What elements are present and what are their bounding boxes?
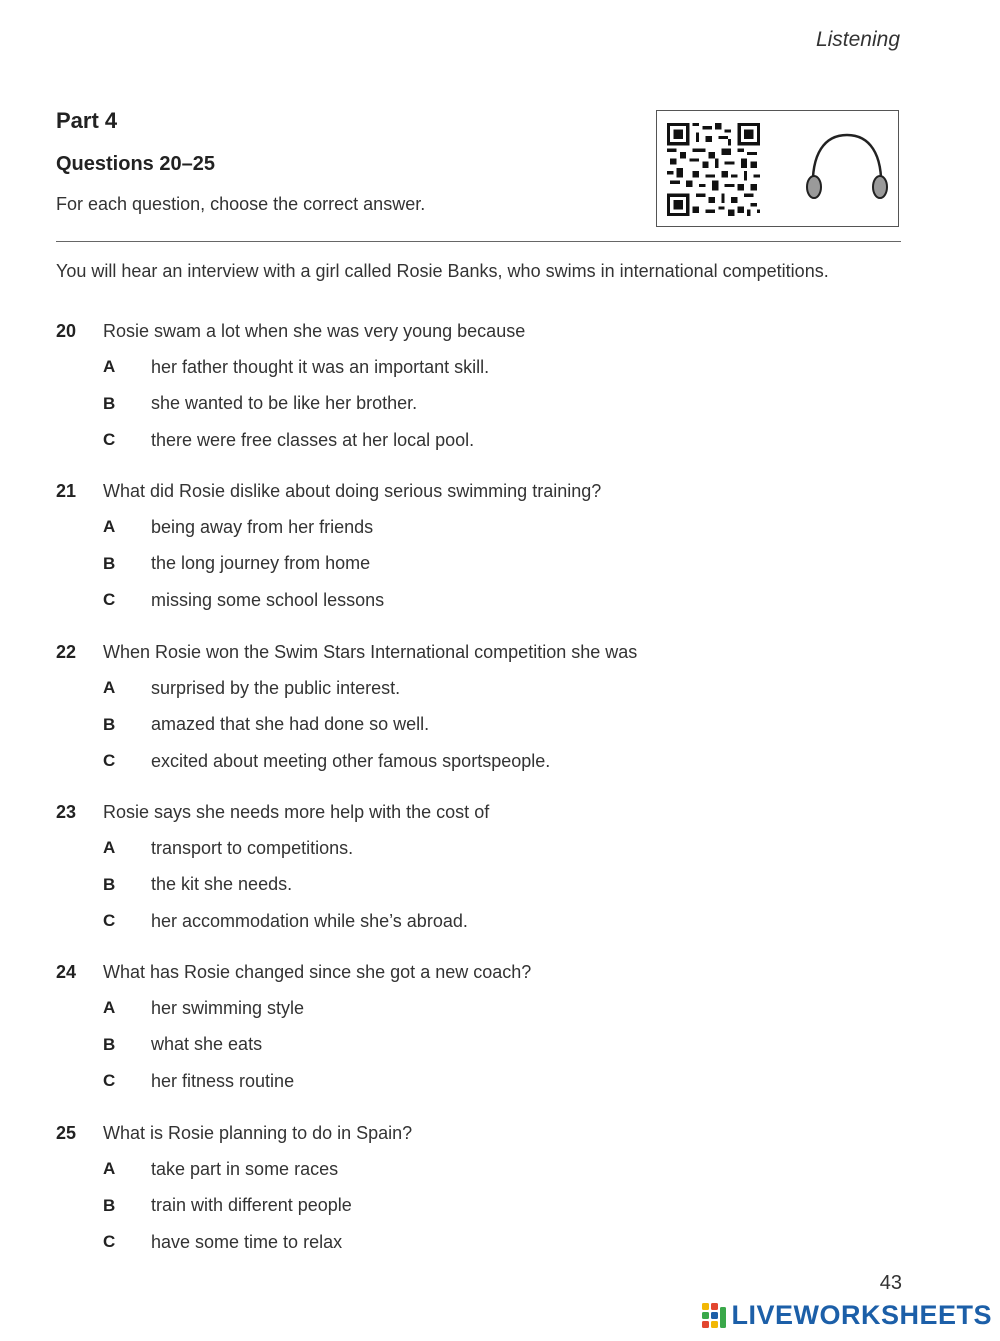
question-stem: Rosie says she needs more help with the cost of (103, 801, 490, 822)
option-letter: C (103, 1232, 116, 1252)
option-a[interactable] (56, 670, 916, 707)
option-text: amazed that she had done so well. (151, 714, 430, 735)
option-letter: C (103, 430, 116, 450)
question-21 (56, 473, 916, 619)
question-stem: Rosie swam a lot when she was very young because (103, 320, 526, 341)
question-number: 23 (56, 801, 77, 822)
brand-text: LIVEWORKSHEETS (731, 1300, 992, 1330)
option-text: her father thought it was an important skill. (151, 356, 490, 377)
question-25 (56, 1115, 916, 1261)
option-text: there were free classes at her local pool. (151, 429, 475, 450)
question-stem: What did Rosie dislike about doing serious swimming training? (103, 480, 602, 501)
option-c[interactable] (56, 743, 916, 780)
question-23 (56, 794, 916, 940)
questions-range: Questions 20–25 (56, 153, 215, 175)
option-text: train with different people (151, 1195, 352, 1216)
option-c[interactable] (56, 1224, 916, 1261)
option-letter: B (103, 714, 116, 734)
option-letter: A (103, 998, 116, 1018)
section-label: Listening (815, 28, 900, 51)
option-letter: B (103, 874, 116, 894)
question-stem: What has Rosie changed since she got a new coach? (103, 961, 532, 982)
headphones-icon (803, 129, 891, 209)
option-letter: C (103, 751, 116, 771)
liveworksheets-logo-icon (701, 1301, 727, 1331)
option-text: excited about meeting other famous sportspeople. (151, 750, 551, 771)
option-text: take part in some races (151, 1158, 339, 1179)
option-a[interactable] (56, 830, 916, 867)
option-c[interactable] (56, 582, 916, 619)
option-text: her fitness routine (151, 1070, 295, 1091)
question-22 (56, 634, 916, 780)
option-b[interactable] (56, 707, 916, 744)
liveworksheets-brand[interactable] (701, 1300, 992, 1331)
question-number: 20 (56, 320, 77, 341)
qr-code-icon[interactable] (667, 123, 760, 216)
option-text: have some time to relax (151, 1231, 343, 1252)
option-a[interactable] (56, 990, 916, 1027)
intro-text: You will hear an interview with a girl called Rosie Banks, who swims in international competitions. (56, 261, 829, 281)
option-text: transport to competitions. (151, 837, 354, 858)
question-20 (56, 313, 916, 459)
question-number: 22 (56, 641, 77, 662)
question-number: 24 (56, 961, 77, 982)
option-text: she wanted to be like her brother. (151, 393, 418, 414)
audio-media-box (656, 110, 899, 227)
question-stem: What is Rosie planning to do in Spain? (103, 1122, 413, 1143)
option-a[interactable] (56, 1151, 916, 1188)
option-letter: B (103, 393, 116, 413)
option-a[interactable] (56, 349, 916, 386)
question-number: 21 (56, 480, 77, 501)
option-text: being away from her friends (151, 516, 374, 537)
option-letter: B (103, 1034, 116, 1054)
option-text: her swimming style (151, 997, 305, 1018)
option-letter: C (103, 590, 116, 610)
option-text: the long journey from home (151, 553, 371, 574)
option-b[interactable] (56, 867, 916, 904)
option-letter: A (103, 1159, 116, 1179)
option-a[interactable] (56, 509, 916, 546)
option-text: the kit she needs. (151, 874, 293, 895)
question-24 (56, 954, 916, 1100)
instruction-text: For each question, choose the correct answer. (56, 194, 426, 214)
option-text: surprised by the public interest. (151, 677, 401, 698)
option-b[interactable] (56, 546, 916, 583)
option-letter: B (103, 553, 116, 573)
question-number: 25 (56, 1122, 77, 1143)
option-text: missing some school lessons (151, 589, 385, 610)
option-letter: C (103, 1071, 116, 1091)
option-b[interactable] (56, 1027, 916, 1064)
option-letter: B (103, 1195, 116, 1215)
question-stem: When Rosie won the Swim Stars International competition she was (103, 641, 638, 662)
divider-rule (56, 241, 901, 242)
option-c[interactable] (56, 1063, 916, 1100)
page-number: 43 (879, 1272, 902, 1294)
option-c[interactable] (56, 422, 916, 459)
option-b[interactable] (56, 386, 916, 423)
option-c[interactable] (56, 903, 916, 940)
part-title: Part 4 (56, 108, 118, 133)
option-letter: A (103, 678, 116, 698)
option-text: what she eats (151, 1034, 263, 1055)
option-letter: A (103, 517, 116, 537)
option-text: her accommodation while she’s abroad. (151, 910, 468, 931)
option-letter: C (103, 911, 116, 931)
option-letter: A (103, 838, 116, 858)
option-b[interactable] (56, 1188, 916, 1225)
option-letter: A (103, 357, 116, 377)
